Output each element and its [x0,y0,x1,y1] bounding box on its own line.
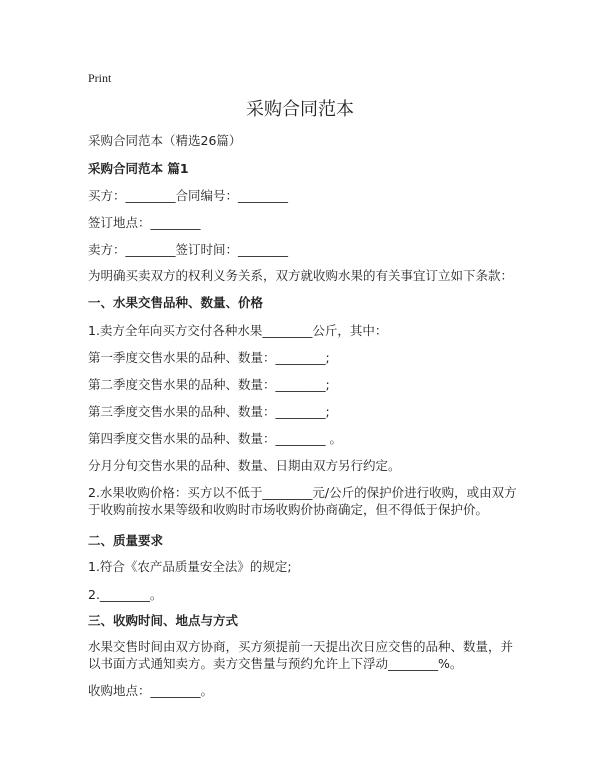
document-subtitle: 采购合同范本（精选26篇） [88,133,242,148]
section-heading: 采购合同范本 篇1 [88,161,189,176]
print-link[interactable]: Print [88,71,112,85]
clause-heading-3: 三、收购时间、地点与方式 [88,613,239,628]
signing-place-line: 签订地点：________ [88,215,201,230]
clause-heading-1: 一、水果交售品种、数量、价格 [88,295,264,310]
paragraph: 1.卖方全年向买方交付各种水果________公斤，其中： [88,323,388,338]
paragraph: 第一季度交售水果的品种、数量：________; [88,350,330,365]
paragraph: 收购地点：________。 [88,683,214,698]
paragraph: 分月分旬交售水果的品种、数量、日期由双方另行约定。 [88,458,401,473]
buyer-line: 买方：________合同编号：________ [88,188,289,203]
paragraph: 第二季度交售水果的品种、数量：________; [88,377,330,392]
seller-line: 卖方：________签订时间：________ [88,242,289,257]
paragraph: 第四季度交售水果的品种、数量：________ 。 [88,431,342,446]
paragraph: 2.水果收购价格：买方以不低于________元/公斤的保护价进行收购，或由双方于收购前按水果等级和收购时市场收购价协商确定，但不得低于保护价。 [88,485,517,517]
paragraph: 1.符合《农产品质量安全法》的规定; [88,559,292,574]
paragraph: 第三季度交售水果的品种、数量：________; [88,404,330,419]
clause-heading-2: 二、质量要求 [88,533,164,548]
document-title: 采购合同范本 [246,99,354,120]
preamble: 为明确买卖双方的权利义务关系，双方就收购水果的有关事宜订立如下条款： [88,268,514,283]
paragraph: 水果交售时间由双方协商，买方须提前一天提出次日应交售的品种、数量，并以书面方式通知卖方。卖方交售量与预约允许上下浮动________%。 [88,639,514,671]
paragraph: 2.________。 [88,587,163,602]
